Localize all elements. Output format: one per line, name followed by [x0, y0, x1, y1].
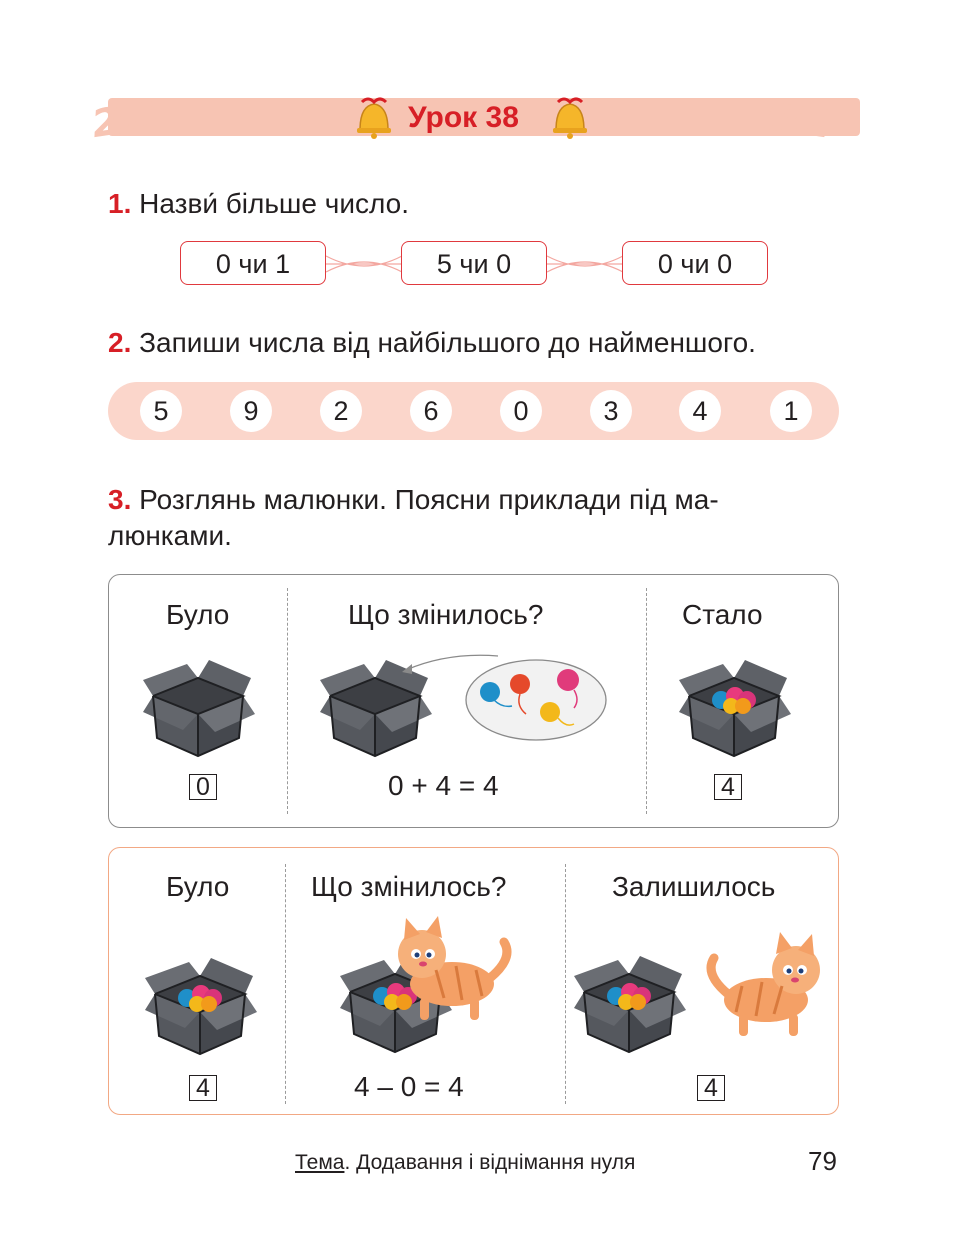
- table2-col-change: Що змінилось?: [311, 871, 507, 902]
- table1-equation: 0 + 4 = 4: [388, 770, 499, 801]
- task-1-number: 1.: [108, 188, 132, 219]
- column-divider: [565, 864, 566, 1104]
- connector-decoration: [547, 246, 623, 282]
- number-circle: 4: [679, 390, 721, 432]
- task-2-text: Запиши числа від найбільшого до найменшого.: [139, 327, 756, 358]
- connector-decoration: [326, 246, 402, 282]
- cat-icon: [700, 930, 826, 1048]
- box-with-yarn-icon: [145, 954, 257, 1058]
- deco-numbers-left: 235: [89, 93, 157, 147]
- box-with-yarn-icon: [679, 656, 791, 760]
- bell-icon: [356, 96, 394, 142]
- task-3-text-line1: Розглянь малюнки. Поясни приклади під ма-: [139, 484, 719, 515]
- task-1-text: Назви́ більше число.: [139, 188, 409, 219]
- deco-numbers-right: 542: [762, 93, 830, 147]
- compare-box-3: 0 чи 0: [622, 241, 768, 285]
- number-circle: 0: [500, 390, 542, 432]
- table1-col-before: Було: [166, 599, 230, 630]
- number-circle: 3: [590, 390, 632, 432]
- footer-topic-text: . Додавання і віднімання нуля: [344, 1151, 636, 1174]
- column-divider: [646, 588, 647, 814]
- task-1-heading: [108, 186, 409, 222]
- empty-box-icon: [143, 656, 255, 760]
- table1-before-value: 0: [189, 774, 217, 800]
- cat-icon: [392, 914, 518, 1032]
- table1-after-value: 4: [714, 774, 742, 800]
- task-2-number: 2.: [108, 327, 132, 358]
- number-circle: 1: [770, 390, 812, 432]
- number-circle: 5: [140, 390, 182, 432]
- column-divider: [287, 588, 288, 814]
- table1-col-after: Стало: [682, 599, 763, 630]
- table2-col-remain: Залишилось: [612, 871, 776, 902]
- number-circle: 9: [230, 390, 272, 432]
- footer-topic-label: Тема: [295, 1151, 345, 1174]
- column-divider: [285, 864, 286, 1104]
- task-3-heading: [108, 482, 719, 518]
- lesson-title: Урок 38: [408, 101, 519, 134]
- table2-col-before: Було: [166, 871, 230, 902]
- table2-after-value: 4: [697, 1075, 725, 1101]
- yarn-oval: [398, 648, 610, 744]
- table2-equation: 4 – 0 = 4: [354, 1071, 464, 1102]
- table1-col-change: Що змінилось?: [348, 599, 544, 630]
- task-3-number: 3.: [108, 484, 132, 515]
- number-circle: 6: [410, 390, 452, 432]
- task-2-heading: [108, 325, 756, 361]
- task-3-text-line2: люнками.: [108, 520, 232, 551]
- number-strip: [108, 382, 839, 440]
- table2-before-value: 4: [189, 1075, 217, 1101]
- compare-box-1: 0 чи 1: [180, 241, 326, 285]
- page-number: 79: [808, 1146, 837, 1176]
- box-with-yarn-icon: [574, 952, 686, 1056]
- compare-box-2: 5 чи 0: [401, 241, 547, 285]
- number-circle: 2: [320, 390, 362, 432]
- bell-icon: [552, 96, 590, 142]
- footer-topic: [295, 1150, 635, 1176]
